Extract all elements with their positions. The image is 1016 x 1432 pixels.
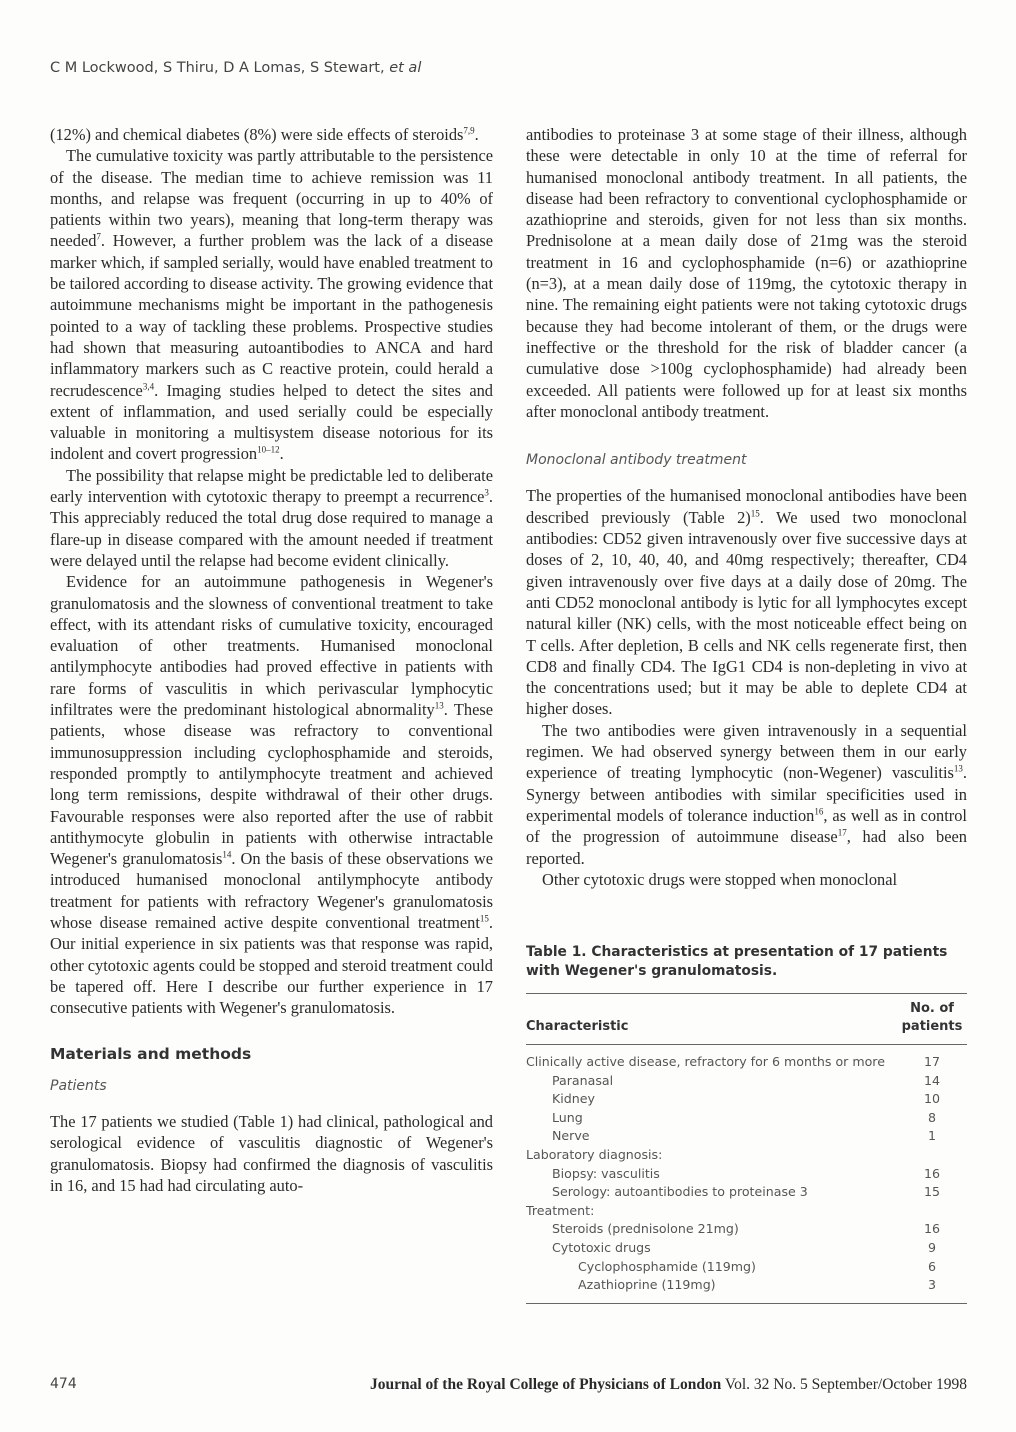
row-value: 16 bbox=[923, 1165, 941, 1181]
citation-superscript: 7 bbox=[96, 232, 101, 243]
running-head-authors: C M Lockwood, S Thiru, D A Lomas, S Stewart, bbox=[50, 60, 390, 76]
left-column bbox=[50, 124, 493, 1196]
paragraph-text: antibodies to proteinase 3 at some stage of their illness, although these were detectable in only 10 at the time of referral for humanised monoclonal antibody treatment. In all patients, the disease had been refractory to conventional cyclophosphamide or azathioprine and steroids, given for not less than six months. Prednisolone at a mean daily dose of 21mg was the steroid treatment in 16 and cyclophosphamide (n=6) or azathioprine (n=3), at a mean daily dose of 119mg, the cytotoxic therapy in nine. The remaining eight patients were not taking cytotoxic drugs because they had become intolerant of them, or the drugs were ineffective or the threshold for the risk of bladder cancer (a cumulative dose >100g cyclophosphamide) had already been exceeded. All patients were followed up for at least six months after monoclonal antibody treatment. bbox=[526, 125, 967, 421]
table-row bbox=[526, 1276, 967, 1303]
running-head bbox=[50, 60, 421, 76]
citation-superscript: 15 bbox=[750, 508, 760, 519]
row-label: Azathioprine (119mg) bbox=[526, 1276, 897, 1303]
subheading-patients: Patients bbox=[50, 1077, 107, 1094]
paragraph-text: . Our initial experience in six patients was that response was rapid, other cytotoxic agents could be stopped and steroid treatment could be tapered off. Here I describe our further experience in 17 consecutive patients with Wegener's granulomatosis. bbox=[50, 912, 493, 1018]
row-value: 10 bbox=[923, 1091, 941, 1107]
row-value: 14 bbox=[923, 1072, 941, 1088]
paragraph bbox=[526, 720, 967, 869]
paragraph-text: The 17 patients we studied (Table 1) had clinical, pathological and serological evidence of vasculitis diagnostic of Wegener's granulomatosis. Biopsy had confirmed the diagnosis of vasculitis in 16, and 15 had had circulating auto- bbox=[50, 1112, 493, 1195]
row-value bbox=[897, 1146, 967, 1165]
paragraph-text: Evidence for an autoimmune pathogenesis in Wegener's granulomatosis and the slowness of conventional treatment to take effect, with its attendant risks of cumulative toxicity, encouraged evaluation of other treatments. Humanised monoclonal antilymphocyte antibodies had proved effective in patients with rare forms of vasculitis in which perivascular lymphocytic infiltrates were the predominant histological abnormality bbox=[50, 572, 493, 720]
citation-superscript: 13 bbox=[434, 700, 444, 711]
paragraph-text: The two antibodies were given intravenously in a sequential regimen. We had observed synergy between them in our early experience of treating lymphocytic (non-Wegener) vasculitis bbox=[526, 720, 967, 783]
table-row bbox=[526, 1220, 967, 1239]
paragraph-text: . bbox=[474, 125, 479, 144]
row-value: 1 bbox=[927, 1128, 936, 1144]
row-value: 15 bbox=[923, 1184, 941, 1200]
paragraph-text: . On the basis of these observations we introduced humanised monoclonal antilymphocyte antibody treatment for patients with refractory Wegener's granulomatosis whose disease remained active despite conventional treatment bbox=[50, 849, 493, 932]
row-label: Steroids (prednisolone 21mg) bbox=[552, 1221, 739, 1237]
paragraph-text: , had also been reported. bbox=[526, 827, 967, 868]
table-row bbox=[526, 1109, 967, 1128]
row-label: Laboratory diagnosis: bbox=[526, 1147, 663, 1163]
paragraph-text: Other cytotoxic drugs were stopped when monoclonal bbox=[542, 869, 898, 889]
paragraph-text: . Synergy between antibodies with similar specificities used in experimental models of tolerance induction bbox=[526, 763, 967, 825]
table-row bbox=[526, 1146, 967, 1165]
table-row bbox=[526, 1045, 967, 1072]
table-row bbox=[526, 1165, 967, 1184]
table-row bbox=[526, 1090, 967, 1109]
patients-paragraph bbox=[50, 1111, 493, 1196]
paragraph-text: The properties of the humanised monoclonal antibodies have been described previously (Table 2) bbox=[526, 486, 967, 527]
column-header-characteristic: Characteristic bbox=[526, 994, 897, 1045]
paragraph bbox=[50, 571, 493, 1018]
citation-superscript: 10–12 bbox=[257, 444, 280, 455]
citation-superscript: 3 bbox=[484, 487, 489, 498]
paragraph-text: . We used two monoclonal antibodies: CD52 given intravenously over five successive days at doses of 2, 10, 40, 40, and 40mg respectively; thereafter, CD4 given intravenously over five days at a daily dose of 20mg. The anti CD52 monoclonal antibody is lytic for all lymphocytes except natural killer (NK) cells, with the most noticeable effect being on T cells. After depletion, B cells and NK cells regenerate first, then CD8 and finally CD4. The IgG1 CD4 is non-depleting in vivo at the concentrations used; but it may be able to deplete CD4 at higher doses. bbox=[526, 507, 967, 719]
citation-superscript: 13 bbox=[953, 763, 963, 774]
subheading-monoclonal: Monoclonal antibody treatment bbox=[526, 452, 747, 469]
table-row bbox=[526, 1202, 967, 1221]
right-first-paragraph bbox=[526, 124, 967, 422]
row-label: Biopsy: vasculitis bbox=[552, 1165, 660, 1181]
row-label: Treatment: bbox=[526, 1202, 595, 1218]
citation-superscript: 3,4 bbox=[142, 381, 155, 392]
paragraph-text: . bbox=[279, 444, 284, 464]
paragraph-text: . Imaging studies helped to detect the sites and extent of inflammation, and used serially could be especially valuable in monitoring a multisystem disease notorious for its indolent and covert progression bbox=[50, 380, 493, 464]
table-row bbox=[526, 1183, 967, 1202]
row-label: Nerve bbox=[552, 1128, 590, 1144]
row-value: 16 bbox=[923, 1221, 941, 1237]
row-label: Cyclophosphamide (119mg) bbox=[578, 1258, 756, 1274]
table-row bbox=[526, 1258, 967, 1277]
citation-superscript: 15 bbox=[479, 913, 489, 924]
table-row bbox=[526, 1072, 967, 1091]
row-value: 3 bbox=[897, 1276, 967, 1303]
row-label: Cytotoxic drugs bbox=[552, 1240, 651, 1256]
table-row bbox=[526, 1127, 967, 1146]
characteristics-table bbox=[526, 993, 967, 1304]
paragraph bbox=[50, 124, 493, 145]
paragraph-text: The possibility that relapse might be predictable led to deliberate early intervention with cytotoxic therapy to preempt a recurrence bbox=[50, 465, 493, 507]
journal-citation bbox=[370, 1376, 967, 1394]
citation-superscript: 16 bbox=[814, 806, 824, 817]
paragraph-text: . This appreciably reduced the total drug dose required to manage a flare-up in disease compared with the amount needed if treatment were delayed until the relapse had become evident clinically. bbox=[50, 487, 493, 570]
paragraph bbox=[50, 465, 493, 571]
paragraph bbox=[50, 1111, 493, 1196]
paragraph bbox=[50, 145, 493, 464]
row-label: Paranasal bbox=[552, 1072, 614, 1088]
row-value bbox=[897, 1202, 967, 1221]
right-paragraphs bbox=[526, 485, 967, 890]
paragraph-text: . However, a further problem was the lack of a disease marker which, if sampled serially, would have enabled treatment to be tailored according to disease activity. The growing evidence that autoimmune mechanisms might be important in the pathogenesis pointed to a way of tackling these problems. Prospective studies had shown that measuring autoantibodies to ANCA and hard inflammatory markers such as C reactive protein, could herald a recrudescence bbox=[50, 231, 493, 400]
table-title: Table 1. Characteristics at presentation of 17 patients with Wegener's granulomatosis. bbox=[526, 944, 948, 980]
right-column bbox=[526, 124, 967, 1304]
section-heading: Materials and methods bbox=[50, 1045, 252, 1064]
paragraph-text: The cumulative toxicity was partly attributable to the persistence of the disease. The median time to achieve remission was 11 months, and relapse was frequent (occurring in up to 40% of patients within two years), meaning that long-term therapy was needed bbox=[50, 146, 493, 251]
paragraph bbox=[526, 124, 967, 422]
running-head-etal: et al bbox=[389, 60, 422, 76]
journal-name: Journal of the Royal College of Physicians of London bbox=[369, 1376, 722, 1393]
row-value: 6 bbox=[927, 1258, 936, 1274]
citation-superscript: 14 bbox=[222, 849, 232, 860]
paragraph-text: , as well as in control of the progression of autoimmune disease bbox=[526, 805, 967, 847]
paragraph-text: . These patients, whose disease was refractory to conventional immunosuppression including cyclophosphamide and steroids, responded promptly to antilymphocyte treatment and achieved long term remissions, despite withdrawal of their other drugs. Favourable responses were also reported after the use of rabbit antithymocyte globulin in patients with otherwise intractable Wegener's granulomatosis bbox=[50, 700, 493, 869]
row-value: 8 bbox=[927, 1109, 936, 1125]
row-label: Clinically active disease, refractory for 6 months or more bbox=[526, 1054, 885, 1070]
row-value: 17 bbox=[923, 1054, 941, 1070]
paragraph-text: (12%) and chemical diabetes (8%) were side effects of steroids bbox=[50, 125, 464, 144]
citation-superscript: 7,9 bbox=[463, 125, 475, 136]
row-label: Serology: autoantibodies to proteinase 3 bbox=[552, 1184, 808, 1200]
row-label: Kidney bbox=[552, 1091, 595, 1107]
page-number: 474 bbox=[50, 1376, 77, 1392]
column-header-patients: No. of patients bbox=[897, 994, 967, 1045]
table-row bbox=[526, 1239, 967, 1258]
left-paragraphs bbox=[50, 124, 493, 1018]
journal-issue: Vol. 32 No. 5 September/October 1998 bbox=[721, 1376, 967, 1393]
citation-superscript: 17 bbox=[837, 827, 847, 838]
paragraph bbox=[526, 485, 967, 719]
row-label: Lung bbox=[552, 1109, 583, 1125]
row-value: 9 bbox=[927, 1240, 936, 1256]
paragraph bbox=[526, 869, 967, 890]
